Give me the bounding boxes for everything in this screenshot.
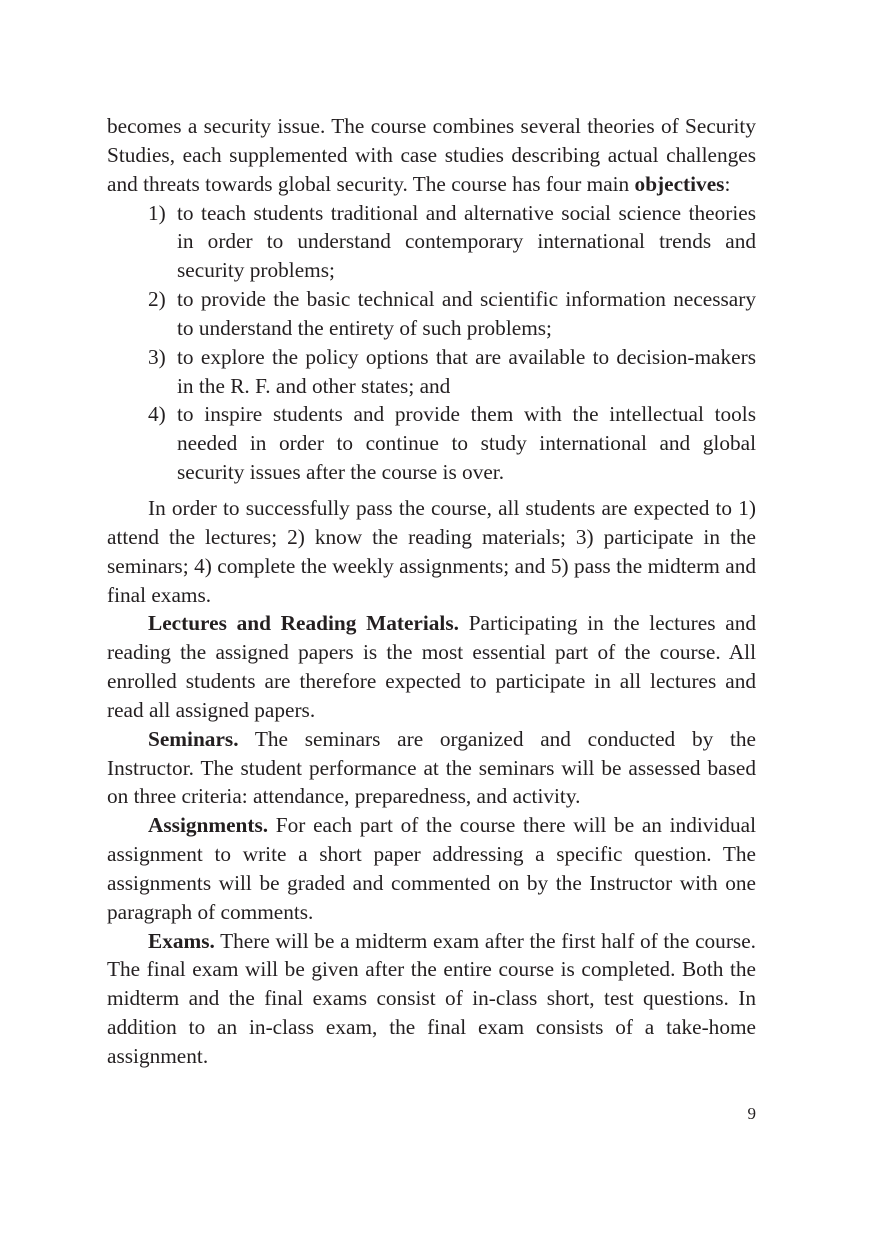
objective-text: to provide the basic technical and scientific information necessary to understand the entirety of such problems;: [177, 287, 756, 340]
requirements-text: In order to successfully pass the course, all students are expected to 1) attend the lectures; 2) know the reading materials; 3) participate in the seminars; 4) complete the weekly assignments; and 5) pass the midterm and final exams.: [107, 495, 756, 607]
lectures-paragraph: [107, 609, 756, 724]
objectives-list-wrapper: [107, 199, 756, 487]
lectures-heading: Lectures and Reading Materials.: [148, 611, 459, 636]
page-body: [107, 112, 756, 1071]
objective-item: [148, 400, 756, 487]
objective-text: to teach students traditional and alternative social science theories in order to understand contemporary international trends and security problems;: [177, 200, 756, 283]
exams-heading: Exams.: [148, 928, 215, 953]
requirements-paragraph: [107, 494, 756, 609]
assignments-paragraph: [107, 811, 756, 926]
objectives-term: objectives: [634, 171, 725, 196]
exams-paragraph: [107, 927, 756, 1071]
objectives-list: [107, 199, 756, 487]
objective-number: 3): [148, 344, 166, 369]
objective-text: to explore the policy options that are available to decision-makers in the R. F. and other states; and: [177, 344, 756, 398]
assignments-heading: Assignments.: [148, 813, 269, 838]
intro-paragraph: [107, 112, 756, 199]
objective-number: 4): [148, 402, 166, 427]
seminars-text: The seminars are organized and conducted by the Instructor. The student performance at the seminars will be assessed based on three criteria: attendance, preparedness, and activity.: [107, 726, 756, 809]
assignments-text: For each part of the course there will be an individual assignment to write a short paper addressing a specific question. The assignments will be graded and commented on by the Instructor with one paragraph of comments.: [107, 813, 756, 924]
intro-colon: :: [724, 171, 731, 196]
intro-text: becomes a security issue. The course combines several theories of Security Studies, each supplemented with case studies describing actual challenges and threats towards global security. The course has four main: [107, 114, 756, 196]
exams-text: There will be a midterm exam after the first half of the course. The final exam will be given after the entire course is completed. Both the midterm and the final exams consist of in-class short, test questions. In addition to an in-class exam, the final exam consists of a take-home assignment.: [107, 928, 756, 1068]
objective-number: 2): [148, 287, 166, 312]
seminars-paragraph: [107, 725, 756, 812]
objective-text: to inspire students and provide them with the intellectual tools needed in order to continue to study international and global security issues after the course is over.: [177, 402, 756, 485]
seminars-heading: Seminars.: [148, 726, 239, 751]
objective-number: 1): [148, 200, 166, 225]
objective-item: [148, 285, 756, 343]
lectures-text: Participating in the lectures and reading the assigned papers is the most essential part of the course. All enrolled students are therefore expected to participate in all lectures and read all assigned papers.: [107, 611, 756, 722]
objective-item: [148, 199, 756, 286]
page-number: 9: [747, 1104, 756, 1123]
objective-item: [148, 343, 756, 401]
